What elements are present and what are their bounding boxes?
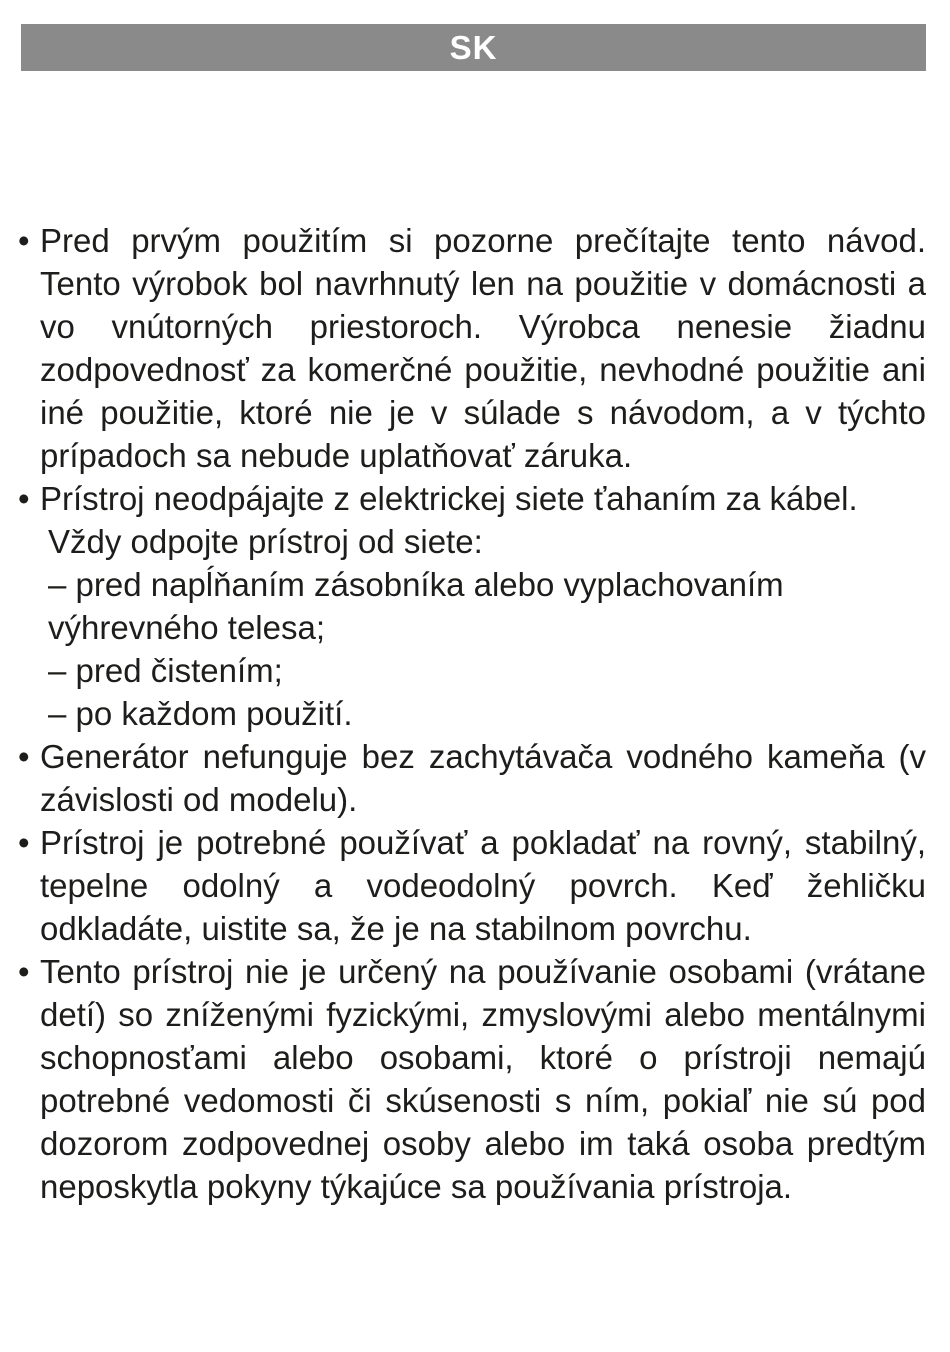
instruction-subline: Vždy odpojte prístroj od siete: <box>48 523 483 560</box>
instruction-subline: – pred napĺňaním zásobníka alebo vyplachovaním <box>48 566 784 603</box>
bullet-icon: • <box>18 824 30 861</box>
instruction-item-read-manual <box>18 219 926 477</box>
instruction-subline: – pred čistením; <box>48 652 283 689</box>
instruction-text: Generátor nefunguje bez zachytávača vodného kameňa (v závislosti od modelu). <box>40 738 926 818</box>
bullet-icon: • <box>18 738 30 775</box>
instruction-item-stable-surface <box>18 821 926 950</box>
bullet-icon: • <box>18 953 30 990</box>
language-header-bar <box>21 24 926 71</box>
instruction-item-supervision <box>18 950 926 1208</box>
bullet-icon: • <box>18 480 30 517</box>
instruction-text: Prístroj je potrebné používať a pokladať na rovný, stabilný, tepelne odolný a vodeodolný povrch. Keď žehličku odkladáte, uistite sa, že je na stabilnom povrchu. <box>40 824 926 947</box>
language-code: SK <box>449 29 498 66</box>
instruction-text: Prístroj neodpájajte z elektrickej siete ťahaním za kábel. <box>40 480 858 517</box>
instruction-subline: výhrevného telesa; <box>48 609 326 646</box>
safety-instructions <box>18 219 926 1208</box>
instruction-text: Pred prvým použitím si pozorne prečítajte tento návod. Tento výrobok bol navrhnutý len na použitie v domácnosti a vo vnútorných priestoroch. Výrobca nenesie žiadnu zodpovednosť za komerčné použitie, nevhodné použitie ani iné použitie, ktoré nie je v súlade s návodom, a v týchto prípadoch sa nebude uplatňovať záruka. <box>40 222 926 474</box>
instruction-subline: – po každom použití. <box>48 695 353 732</box>
instruction-item-scale-collector <box>18 735 926 821</box>
instruction-text: Tento prístroj nie je určený na používanie osobami (vrátane detí) so zníženými fyzickými, zmyslovými alebo mentálnymi schopnosťami alebo osobami, ktoré o prístroji nemajú potrebné vedomosti či skúsenosti s ním, pokiaľ nie sú pod dozorom zodpovednej osoby alebo im taká osoba predtým neposkytla pokyny týkajúce sa používania prístroja. <box>40 953 926 1205</box>
instruction-item-unplug <box>18 477 926 735</box>
bullet-icon: • <box>18 222 30 259</box>
